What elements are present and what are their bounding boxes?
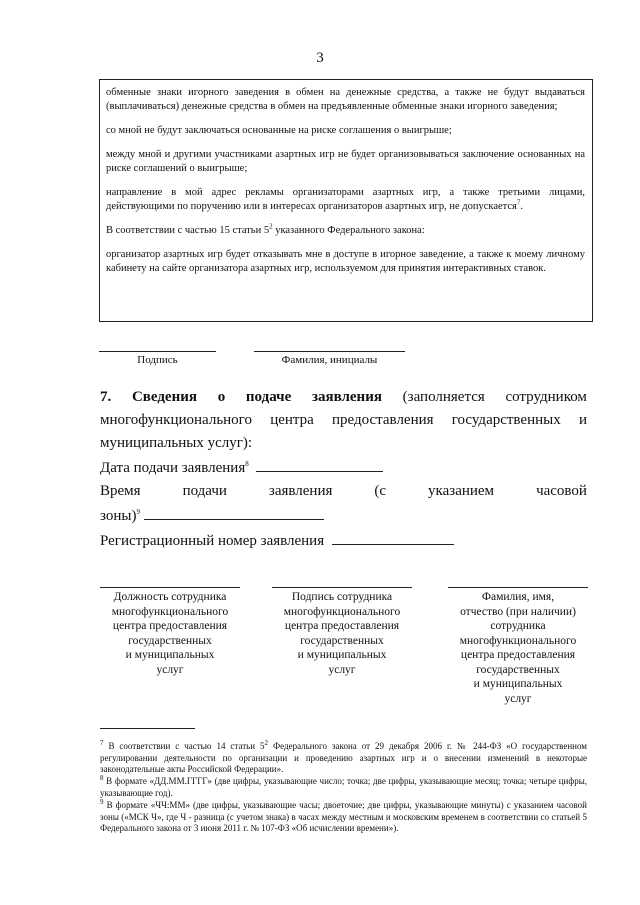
date-row: Дата подачи заявления$^8$ <box>100 455 587 480</box>
date-field[interactable] <box>256 455 383 472</box>
employee-signature-line[interactable] <box>272 587 412 588</box>
date-label: Дата подачи заявления <box>100 460 246 476</box>
footnote-7: $^7$ В соответствии с частью 14 статьи $5^2$ Федерального закона от 29 декабря 2006 г. № 244-ФЗ «О государственном регулировании деятельности по организации и проведению азартных игр и о внесении изменений в некоторые законодательные акты Российской Федерации». <box>100 739 587 774</box>
column-position: Должность сотрудника многофункционального центра предоставления государственных и муниципальных услуг <box>111 591 229 676</box>
box-paragraph-6: организатор азартных игр будет отказывать мне в доступе в игорное заведение, а также к моему личному кабинету на сайте организатора азартных игр, используемом для принятия интерактивных ставок. <box>106 249 585 274</box>
time-field[interactable] <box>144 503 324 520</box>
position-line[interactable] <box>100 587 240 588</box>
section-7-line-1: 7. Сведения о подаче заявления (заполняется сотрудником <box>100 389 587 405</box>
name-line[interactable] <box>254 351 405 352</box>
section-7-line-2: многофункционального центра предоставления государственных и <box>100 412 587 428</box>
statement-box <box>99 79 593 322</box>
footnote-separator <box>100 728 195 729</box>
footnote-9: $^9$ В формате «ЧЧ:ММ» (две цифры, указывающие часы; двоеточие; две цифры, указывающие минуты) с указанием часовой зоны («МСК Ч», где Ч - разница (с учетом знака) в часах между местным и московским временем в соответствии со статьей 5 Федерального закона от 3 июня 2011 г. № 107-ФЗ «Об исчислении времени»). <box>100 798 587 833</box>
box-paragraph-5: В соответствии с частью 15 статьи $5^2$ указанного Федерального закона: <box>106 222 425 236</box>
footnote-8: $^8$ В формате «ДД.ММ.ГГГГ» (две цифры, указывающие число; точка; две цифры, указывающие месяц; точка; четыре цифры, указывающие год). <box>100 774 587 798</box>
signature-label: Подпись <box>137 354 178 366</box>
registration-row <box>100 528 587 553</box>
box-paragraph-2: со мной не будут заключаться основанные на риске соглашения о выигрыше; <box>106 125 452 136</box>
page-number: 3 <box>316 50 324 66</box>
zone-label: зоны) <box>100 508 137 524</box>
box-paragraph-3: между мной и другими участниками азартных игр не будет организовываться заключение основанных на риске соглашений о выигрыше; <box>106 149 585 174</box>
registration-label: Регистрационный номер заявления <box>100 533 325 549</box>
employee-name-line[interactable] <box>448 587 588 588</box>
zone-row: зоны)$^9$ <box>100 503 587 528</box>
column-signature: Подпись сотрудника многофункционального центра предоставления государственных и муниципальных услуг <box>283 591 401 676</box>
footnote-ref-7: 7 <box>516 198 521 207</box>
section-7 <box>100 386 587 553</box>
box-paragraph-4: направление в мой адрес рекламы организаторами азартных игр, а также третьими лицами, действующими по поручению или в интересах организаторов азартных игр, не допускается$^7$. <box>106 187 585 212</box>
column-full-name: Фамилия, имя, отчество (при наличии) сотрудника многофункционального центра предоставления государственных и муниципальных услуг <box>459 591 577 705</box>
section-7-line-3: муниципальных услуг): <box>100 435 253 451</box>
name-label: Фамилия, инициалы <box>281 354 378 366</box>
box-paragraph-1: обменные знаки игорного заведения в обмен на денежные средства, а также не будут выдаваться (выплачиваться) денежные средства в обмен на предъявленные обменные знаки игорного заведения; <box>106 87 585 112</box>
time-row: Время подачи заявления (с указанием часовой <box>100 483 587 499</box>
signature-line[interactable] <box>99 351 216 352</box>
registration-field[interactable] <box>332 528 454 545</box>
